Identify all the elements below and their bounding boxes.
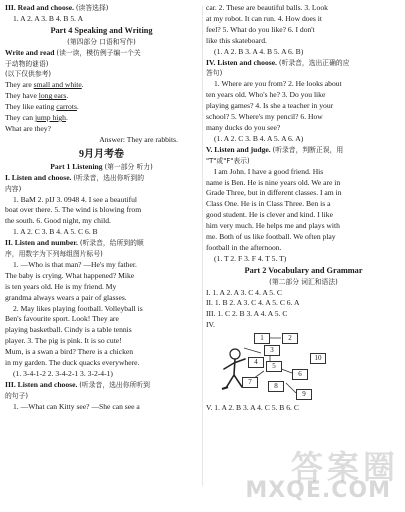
- left-column: [5, 3, 198, 413]
- read-choose-header: III. Read and choose.: [5, 3, 74, 12]
- listen-choose2-instruction-2: 的句子): [5, 391, 29, 400]
- riddle-line: They are small and white.: [5, 80, 84, 90]
- write-read-instruction: (读一读，模仿例子编一个关: [56, 48, 141, 57]
- listen-choose4-line: many ducks do you see?: [206, 122, 281, 132]
- riddle-line: They have long ears.: [5, 91, 69, 101]
- final-answers: V. 1. A 2. B 3. A 4. C 5. B 6. C: [206, 403, 299, 413]
- listen-number-header-line: [5, 238, 198, 249]
- listen-choose4-header: IV. Listen and choose.: [206, 57, 277, 67]
- listen-choose-line: the south. 6. Good night, my child.: [5, 216, 111, 226]
- read-choose-header-cn: (读答选择): [75, 4, 109, 12]
- diagram-box: 8: [268, 381, 284, 392]
- continue-line: at my robot. It can run. 4. How does it: [206, 13, 322, 23]
- iv-label: IV.: [206, 320, 215, 330]
- listen-choose4-line: 1. Where are you from? 2. He looks about: [214, 79, 342, 89]
- listen-choose4-answers: (1. A 2. C 3. B 4. A 5. A 6. A): [214, 133, 304, 143]
- listen-choose4-header-line: [206, 58, 401, 69]
- vg-answer-line: I. 1. A 2. A 3. C 4. A 5. C: [206, 287, 282, 297]
- listen-number-answers: (1. 3-4-1-2 2. 3-4-2-1 3. 3-2-4-1): [13, 369, 113, 378]
- part4-title: Part 4 Speaking and Writing: [50, 25, 153, 35]
- listen-choose4-line: school? 5. Where's my pencil? 6. How: [206, 112, 323, 122]
- listen-choose2-line: 1. —What can Kitty see? —She can see a: [13, 401, 140, 411]
- diagram-box: 2: [282, 333, 298, 344]
- listen-number-line: Ben's favourite sport. Look! They are: [5, 314, 119, 324]
- listen-choose-instruction-2: 内容): [5, 184, 22, 193]
- part1-subtitle: (第一部分 听力): [104, 162, 153, 171]
- read-choose-answers: 1. A 2. A 3. B 4. B 5. A: [13, 13, 84, 23]
- write-read-line: [5, 48, 198, 59]
- diagram-box: 7: [242, 377, 258, 388]
- listen-number-line: in my garden. The duck quacks everywhere.: [5, 358, 140, 368]
- riddle-line: What are they?: [5, 123, 51, 133]
- listen-number-line: playing basketball. Cindy is a table tennis: [5, 325, 132, 335]
- listen-judge-line: I am John. I have a good friend. His: [214, 166, 324, 176]
- riddle-underlined: long ears: [38, 91, 67, 101]
- listen-judge-answers: (1. T 2. F 3. F 4. T 5. T): [214, 253, 287, 263]
- listen-judge-line: name is Ben. He is nine years old. We are in: [206, 177, 341, 187]
- listen-judge-line: football in the afternoon.: [206, 242, 282, 252]
- listen-choose2-header-line: [5, 380, 198, 391]
- site-watermark: [245, 442, 399, 504]
- listen-judge-instruction-2: "T"或"F"表示): [206, 156, 250, 165]
- boy-path-diagram: [206, 333, 401, 403]
- read-choose-section: [5, 3, 198, 14]
- listen-number-line: grandma always wears a pair of glasses.: [5, 292, 127, 302]
- riddle-underlined: small and white: [33, 80, 82, 90]
- continue-line: like this skateboard.: [206, 35, 267, 45]
- part2-title: Part 2 Vocabulary and Grammar: [244, 265, 363, 275]
- continue-line: car. 2. These are beautiful balls. 3. Look: [206, 3, 328, 12]
- listen-choose-header-line: [5, 173, 198, 184]
- listen-number-line: 1. —Who is that man? —He's my father.: [13, 259, 137, 269]
- diagram-box: 5: [266, 361, 282, 372]
- listen-choose2-header: III. Listen and choose.: [5, 379, 78, 389]
- write-read-instruction-2: 于动物的谜语): [5, 59, 49, 68]
- riddle-line: They can jump high.: [5, 113, 68, 123]
- write-read-label: Write and read: [5, 47, 55, 57]
- listen-judge-line: good student. He is clever and kind. I like: [206, 210, 333, 220]
- vg-answer-line: III. 1. C 2. B 3. A 4. A 5. C: [206, 309, 288, 319]
- part1-title-line: [5, 162, 198, 173]
- exam-title: 9月月考卷: [79, 148, 124, 160]
- listen-judge-header: V. Listen and judge.: [206, 144, 271, 154]
- vg-answer-line: II. 1. B 2. A 3. C 4. A 5. C 6. A: [206, 298, 300, 308]
- riddle-line: They like eating carrots.: [5, 102, 79, 112]
- listen-choose4-instruction: (听录音，选出正确的应: [278, 58, 350, 67]
- listen-number-line: Mum, is a swan a bird? There is a chicken: [5, 347, 134, 357]
- diagram-box: 1: [254, 333, 270, 344]
- continue-line: feel? 5. What do you like? 6. I don't: [206, 24, 315, 34]
- column-divider: [202, 6, 203, 486]
- right-column: [206, 3, 401, 414]
- part1-title: Part 1 Listening: [50, 161, 103, 171]
- diagram-box: 6: [292, 369, 308, 380]
- listen-number-line: is ten years old. He is my friend. My: [5, 281, 117, 291]
- listen-number-line: player. 3. The pig is pink. It is so cute!: [5, 336, 122, 346]
- listen-judge-line: Class One. He is in Class Three. Ben is a: [206, 199, 331, 209]
- riddle-answer: Answer: They are rabbits.: [99, 134, 178, 144]
- listen-judge-line: Grade Three, but in different classes. I am in: [206, 188, 342, 198]
- listen-choose4-instruction-2: 答句): [206, 69, 223, 78]
- listen-choose-line: boat over there. 5. The wind is blowing from: [5, 205, 142, 215]
- diagram-box: 4: [248, 357, 264, 368]
- part2-subtitle: (第二部分 词汇和语法): [269, 277, 338, 286]
- listen-judge-line: me. Both of us like football. We often play: [206, 232, 336, 242]
- diagram-box: 9: [296, 389, 312, 400]
- listen-choose-header: I. Listen and choose.: [5, 172, 72, 182]
- listen-number-instruction-2: 序，用数字为下列每组图片标号): [5, 250, 103, 259]
- riddle-underlined: carrots: [56, 102, 77, 112]
- write-read-instruction-3: (以下仅供参考): [5, 70, 52, 79]
- listen-choose4-line: ten years old. Who's he? 3. Do you like: [206, 90, 326, 100]
- listen-judge-instruction: (听录音，判断正误，用: [272, 145, 344, 154]
- listen-choose-line: 1. BaM 2. pIJ 3. 0948 4. I see a beautiful: [13, 194, 138, 204]
- listen-choose4-line: playing games? 4. Is she a teacher in your: [206, 101, 334, 111]
- listen-number-instruction: (听录音，给所到的顺: [79, 239, 144, 248]
- continue-answers: (1. A 2. B 3. A 4. B 5. A 6. B): [214, 46, 304, 56]
- diagram-box: 10: [310, 353, 326, 364]
- listen-choose-answers: 1. A 2. C 3. B 4. A 5. C 6. B: [13, 227, 98, 237]
- listen-choose2-instruction: (听录音，选出你所听到: [79, 380, 150, 389]
- listen-number-line: The baby is crying. What happened? Mike: [5, 270, 135, 280]
- diagram-box: 3: [264, 345, 280, 356]
- listen-judge-header-line: [206, 145, 401, 156]
- watermark-domain-text: MXQE.COM: [245, 478, 391, 503]
- riddle-underlined: jump high: [34, 113, 66, 123]
- watermark-logo-text: 答案圈: [290, 448, 399, 486]
- listen-choose-instruction: (听录音，选出你听到的: [73, 173, 144, 182]
- listen-judge-line: him very much. He helps me and plays with: [206, 221, 340, 231]
- listen-number-line: 2. May likes playing football. Volleyball is: [13, 303, 143, 313]
- part4-subtitle: (第四部分 口语和写作): [67, 37, 136, 46]
- listen-number-header: II. Listen and number.: [5, 238, 78, 248]
